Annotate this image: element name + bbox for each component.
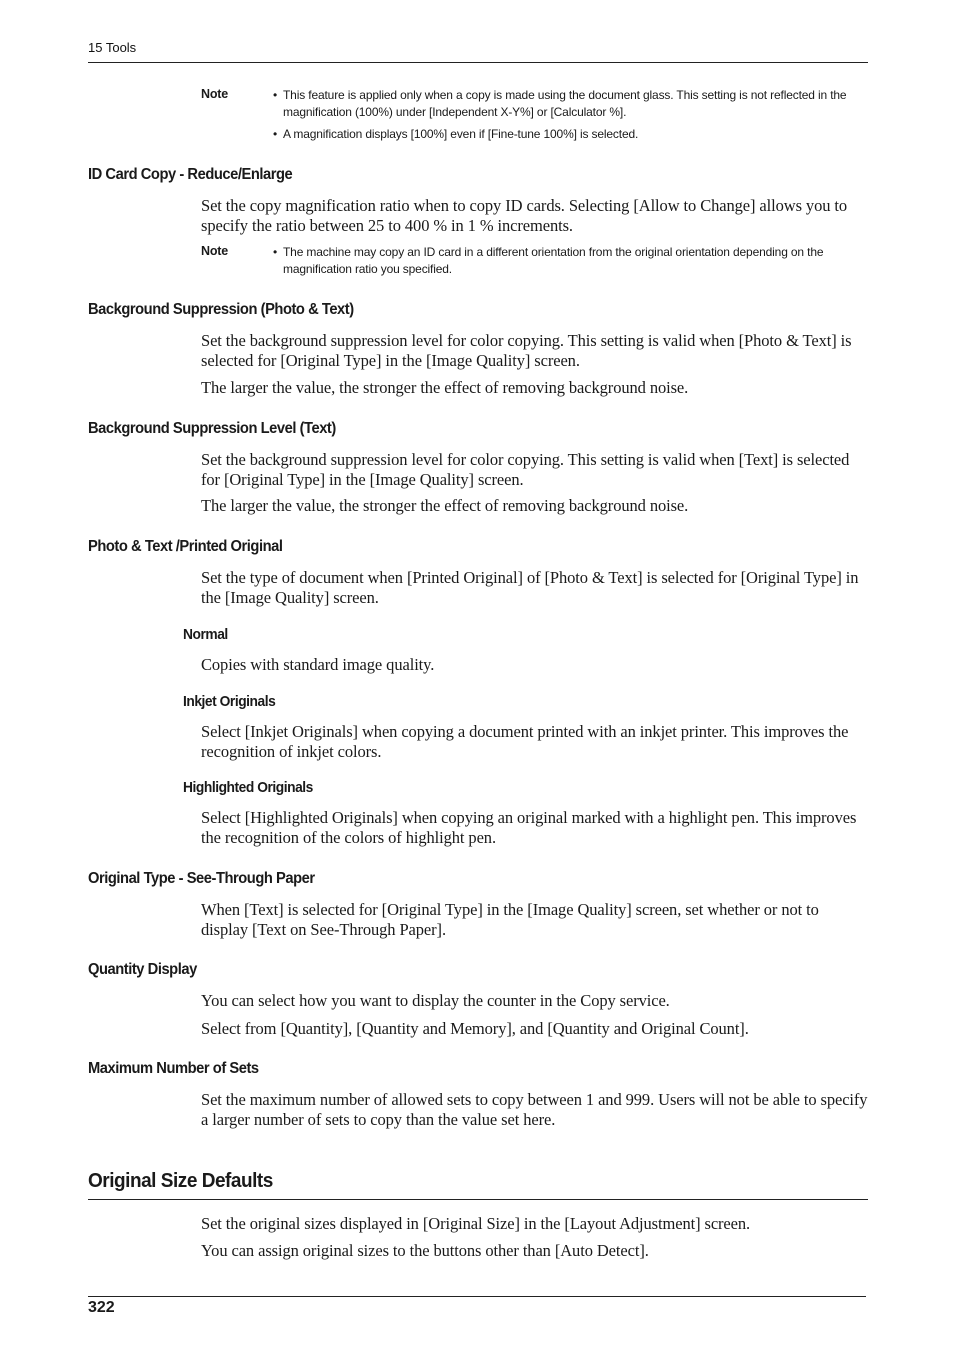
section-heading-see-through: Original Type - See-Through Paper xyxy=(88,870,315,887)
paragraph: The larger the value, the stronger the effect of removing background noise. xyxy=(201,378,689,397)
note-label: Note xyxy=(201,244,228,258)
paragraph: You can select how you want to display the counter in the Copy service. xyxy=(201,991,670,1010)
paragraph: Copies with standard image quality. xyxy=(201,655,435,674)
paragraph: Set the original sizes displayed in [Original Size] in the [Layout Adjustment] screen. xyxy=(201,1214,751,1233)
paragraph: The larger the value, the stronger the effect of removing background noise. xyxy=(201,496,689,515)
paragraph: When [Text] is selected for [Original Type] in the [Image Quality] screen, set whether or not to display [Text on See-Through Paper]. xyxy=(201,900,819,939)
note-item: • This feature is applied only when a copy is made using the document glass. This setting is not reflected in the magnification (100%) under [Independent X-Y%] or [Calculator %]. xyxy=(273,88,847,119)
subheading-inkjet: Inkjet Originals xyxy=(183,693,276,710)
note-item: • A magnification displays [100%] even if [Fine-tune 100%] is selected. xyxy=(273,127,639,141)
bullet-icon: • xyxy=(273,245,278,259)
paragraph: Select [Inkjet Originals] when copying a document printed with an inkjet printer. This improves the recognition of inkjet colors. xyxy=(201,722,849,761)
note-magnification xyxy=(201,87,868,147)
paragraph: Set the background suppression level for color copying. This setting is valid when [Text] is selected for [Original Type] in the [Image Quality] screen. xyxy=(201,450,850,489)
paragraph: Set the background suppression level for color copying. This setting is valid when [Photo & Text] is selected for [Original Type] in the [Image Quality] screen. xyxy=(201,331,852,370)
section-heading-max-sets: Maximum Number of Sets xyxy=(88,1060,259,1077)
section-heading-id-card: ID Card Copy - Reduce/Enlarge xyxy=(88,166,293,183)
section-heading-original-size-defaults: Original Size Defaults xyxy=(88,1170,273,1192)
note-item: • The machine may copy an ID card in a different orientation from the original orientation depending on the magnification ratio you specified. xyxy=(273,245,824,276)
paragraph: You can assign original sizes to the buttons other than [Auto Detect]. xyxy=(201,1241,649,1260)
header-rule xyxy=(88,62,868,63)
section-heading-photo-text-printed: Photo & Text /Printed Original xyxy=(88,538,283,555)
paragraph: Select from [Quantity], [Quantity and Memory], and [Quantity and Original Count]. xyxy=(201,1019,749,1038)
subheading-highlighted: Highlighted Originals xyxy=(183,779,313,796)
note-id-card xyxy=(201,244,868,280)
footer-rule xyxy=(88,1296,866,1297)
note-label: Note xyxy=(201,87,228,101)
bullet-icon: • xyxy=(273,88,278,102)
running-header: 15 Tools xyxy=(88,40,137,55)
page-number: 322 xyxy=(88,1299,115,1316)
paragraph: Set the type of document when [Printed Original] of [Photo & Text] is selected for [Original Type] in the [Image Quality] screen. xyxy=(201,568,859,607)
section-heading-bg-text: Background Suppression Level (Text) xyxy=(88,420,336,437)
paragraph: Select [Highlighted Originals] when copying an original marked with a highlight pen. This improves the recognition of the colors of highlight pen. xyxy=(201,808,857,847)
bullet-icon: • xyxy=(273,127,278,141)
section-heading-quantity-display: Quantity Display xyxy=(88,961,197,978)
heading-rule xyxy=(88,1199,868,1200)
paragraph: Set the copy magnification ratio when to copy ID cards. Selecting [Allow to Change] allows you to specify the ratio between 25 to 400 % in 1 % increments. xyxy=(201,196,848,235)
paragraph: Set the maximum number of allowed sets to copy between 1 and 999. Users will not be able to specify a larger number of sets to copy than the value set here. xyxy=(201,1090,868,1129)
section-heading-bg-photo-text: Background Suppression (Photo & Text) xyxy=(88,301,354,318)
subheading-normal: Normal xyxy=(183,626,228,643)
